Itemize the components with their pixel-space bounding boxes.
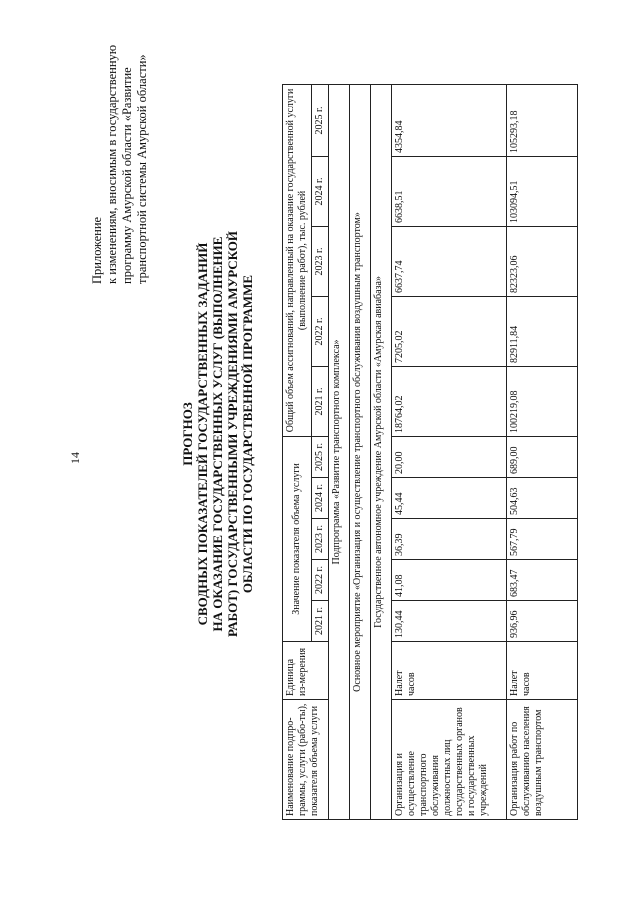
main-event-title: Основное мероприятие «Организация и осуществление транспортного обслуживания воздушным транспортом» xyxy=(350,84,371,819)
header-volume-group: Значение показателя объема услуги xyxy=(283,436,312,641)
row-expense: 6637,74 xyxy=(392,226,507,296)
table-header-row xyxy=(283,84,312,819)
header-unit: Единица из-мерения xyxy=(283,642,329,700)
subprogram-title: Подпрограмма «Развитие транспортного комплекса» xyxy=(329,84,350,819)
table-row xyxy=(507,84,578,819)
appendix-block xyxy=(90,4,150,284)
header-year: 2021 г. xyxy=(312,601,329,642)
row-name: Организация работ по обслуживанию населения воздушным транспортом xyxy=(507,700,578,820)
header-year: 2023 г. xyxy=(312,226,329,296)
header-year: 2025 г. xyxy=(312,436,329,477)
row-expense: 82323,06 xyxy=(507,226,578,296)
row-expense: 6638,51 xyxy=(392,156,507,226)
title-line: РАБОТ) ГОСУДАРСТВЕННЫМИ УЧРЕЖДЕНИЯМИ АМУРСКОЙ xyxy=(225,230,240,638)
row-volume: 689,00 xyxy=(507,436,578,477)
row-volume: 20,00 xyxy=(392,436,507,477)
row-volume: 36,39 xyxy=(392,519,507,560)
row-volume: 41,08 xyxy=(392,560,507,601)
row-expense: 82911,84 xyxy=(507,296,578,366)
row-expense: 105293,18 xyxy=(507,84,578,156)
header-year: 2024 г. xyxy=(312,478,329,519)
institution-title: Государственное автономное учреждение Амурской области «Амурская авиабаза» xyxy=(371,84,392,819)
subprogram-row xyxy=(329,84,350,819)
row-volume: 683,47 xyxy=(507,560,578,601)
row-volume: 45,44 xyxy=(392,478,507,519)
row-expense: 7205,02 xyxy=(392,296,507,366)
institution-row xyxy=(371,84,392,819)
appendix-line: программу Амурской области «Развитие xyxy=(120,67,134,284)
title-line: НА ОКАЗАНИЕ ГОСУДАРСТВЕННЫХ УСЛУГ (ВЫПОЛНЕНИЕ xyxy=(210,236,225,632)
row-unit: Налет часов xyxy=(392,642,507,700)
title-line: ОБЛАСТИ ПО ГОСУДАРСТВЕННОЙ ПРОГРАММЕ xyxy=(240,274,255,594)
appendix-line: Приложение xyxy=(90,216,104,284)
header-year: 2024 г. xyxy=(312,156,329,226)
appendix-line: к изменениям, вносимым в государственную xyxy=(105,44,119,284)
row-name: Организация и осуществление транспортного обслуживания должностных лиц государственных органов и государственных учреждений xyxy=(392,700,507,820)
header-year: 2025 г. xyxy=(312,84,329,156)
title-line: СВОДНЫХ ПОКАЗАТЕЛЕЙ ГОСУДАРСТВЕННЫХ ЗАДАНИЙ xyxy=(195,242,210,626)
row-unit: Налет часов xyxy=(507,642,578,700)
header-year: 2021 г. xyxy=(312,366,329,436)
row-volume: 130,44 xyxy=(392,601,507,642)
header-year: 2022 г. xyxy=(312,560,329,601)
header-year: 2022 г. xyxy=(312,296,329,366)
row-expense: 4354,84 xyxy=(392,84,507,156)
page-number: 14 xyxy=(68,452,82,464)
document-title xyxy=(180,204,255,664)
header-year: 2023 г. xyxy=(312,519,329,560)
row-volume: 504,63 xyxy=(507,478,578,519)
row-volume: 567,79 xyxy=(507,519,578,560)
header-expense-group: Общий объем ассигнований, направленный на оказание государственной услуги (выполнение работ), тыс. рублей xyxy=(283,84,312,436)
header-name: Наименование подпро-граммы, услуги (рабо-ты), показателя объема услуги xyxy=(283,700,329,820)
title-line: ПРОГНОЗ xyxy=(180,402,195,466)
appendix-line: транспортной системы Амурской области» xyxy=(135,54,149,284)
row-expense: 103094,51 xyxy=(507,156,578,226)
row-expense: 18764,02 xyxy=(392,366,507,436)
forecast-table xyxy=(282,84,578,820)
table-row xyxy=(392,84,507,819)
row-expense: 100219,08 xyxy=(507,366,578,436)
row-volume: 936,96 xyxy=(507,601,578,642)
main-event-row xyxy=(350,84,371,819)
